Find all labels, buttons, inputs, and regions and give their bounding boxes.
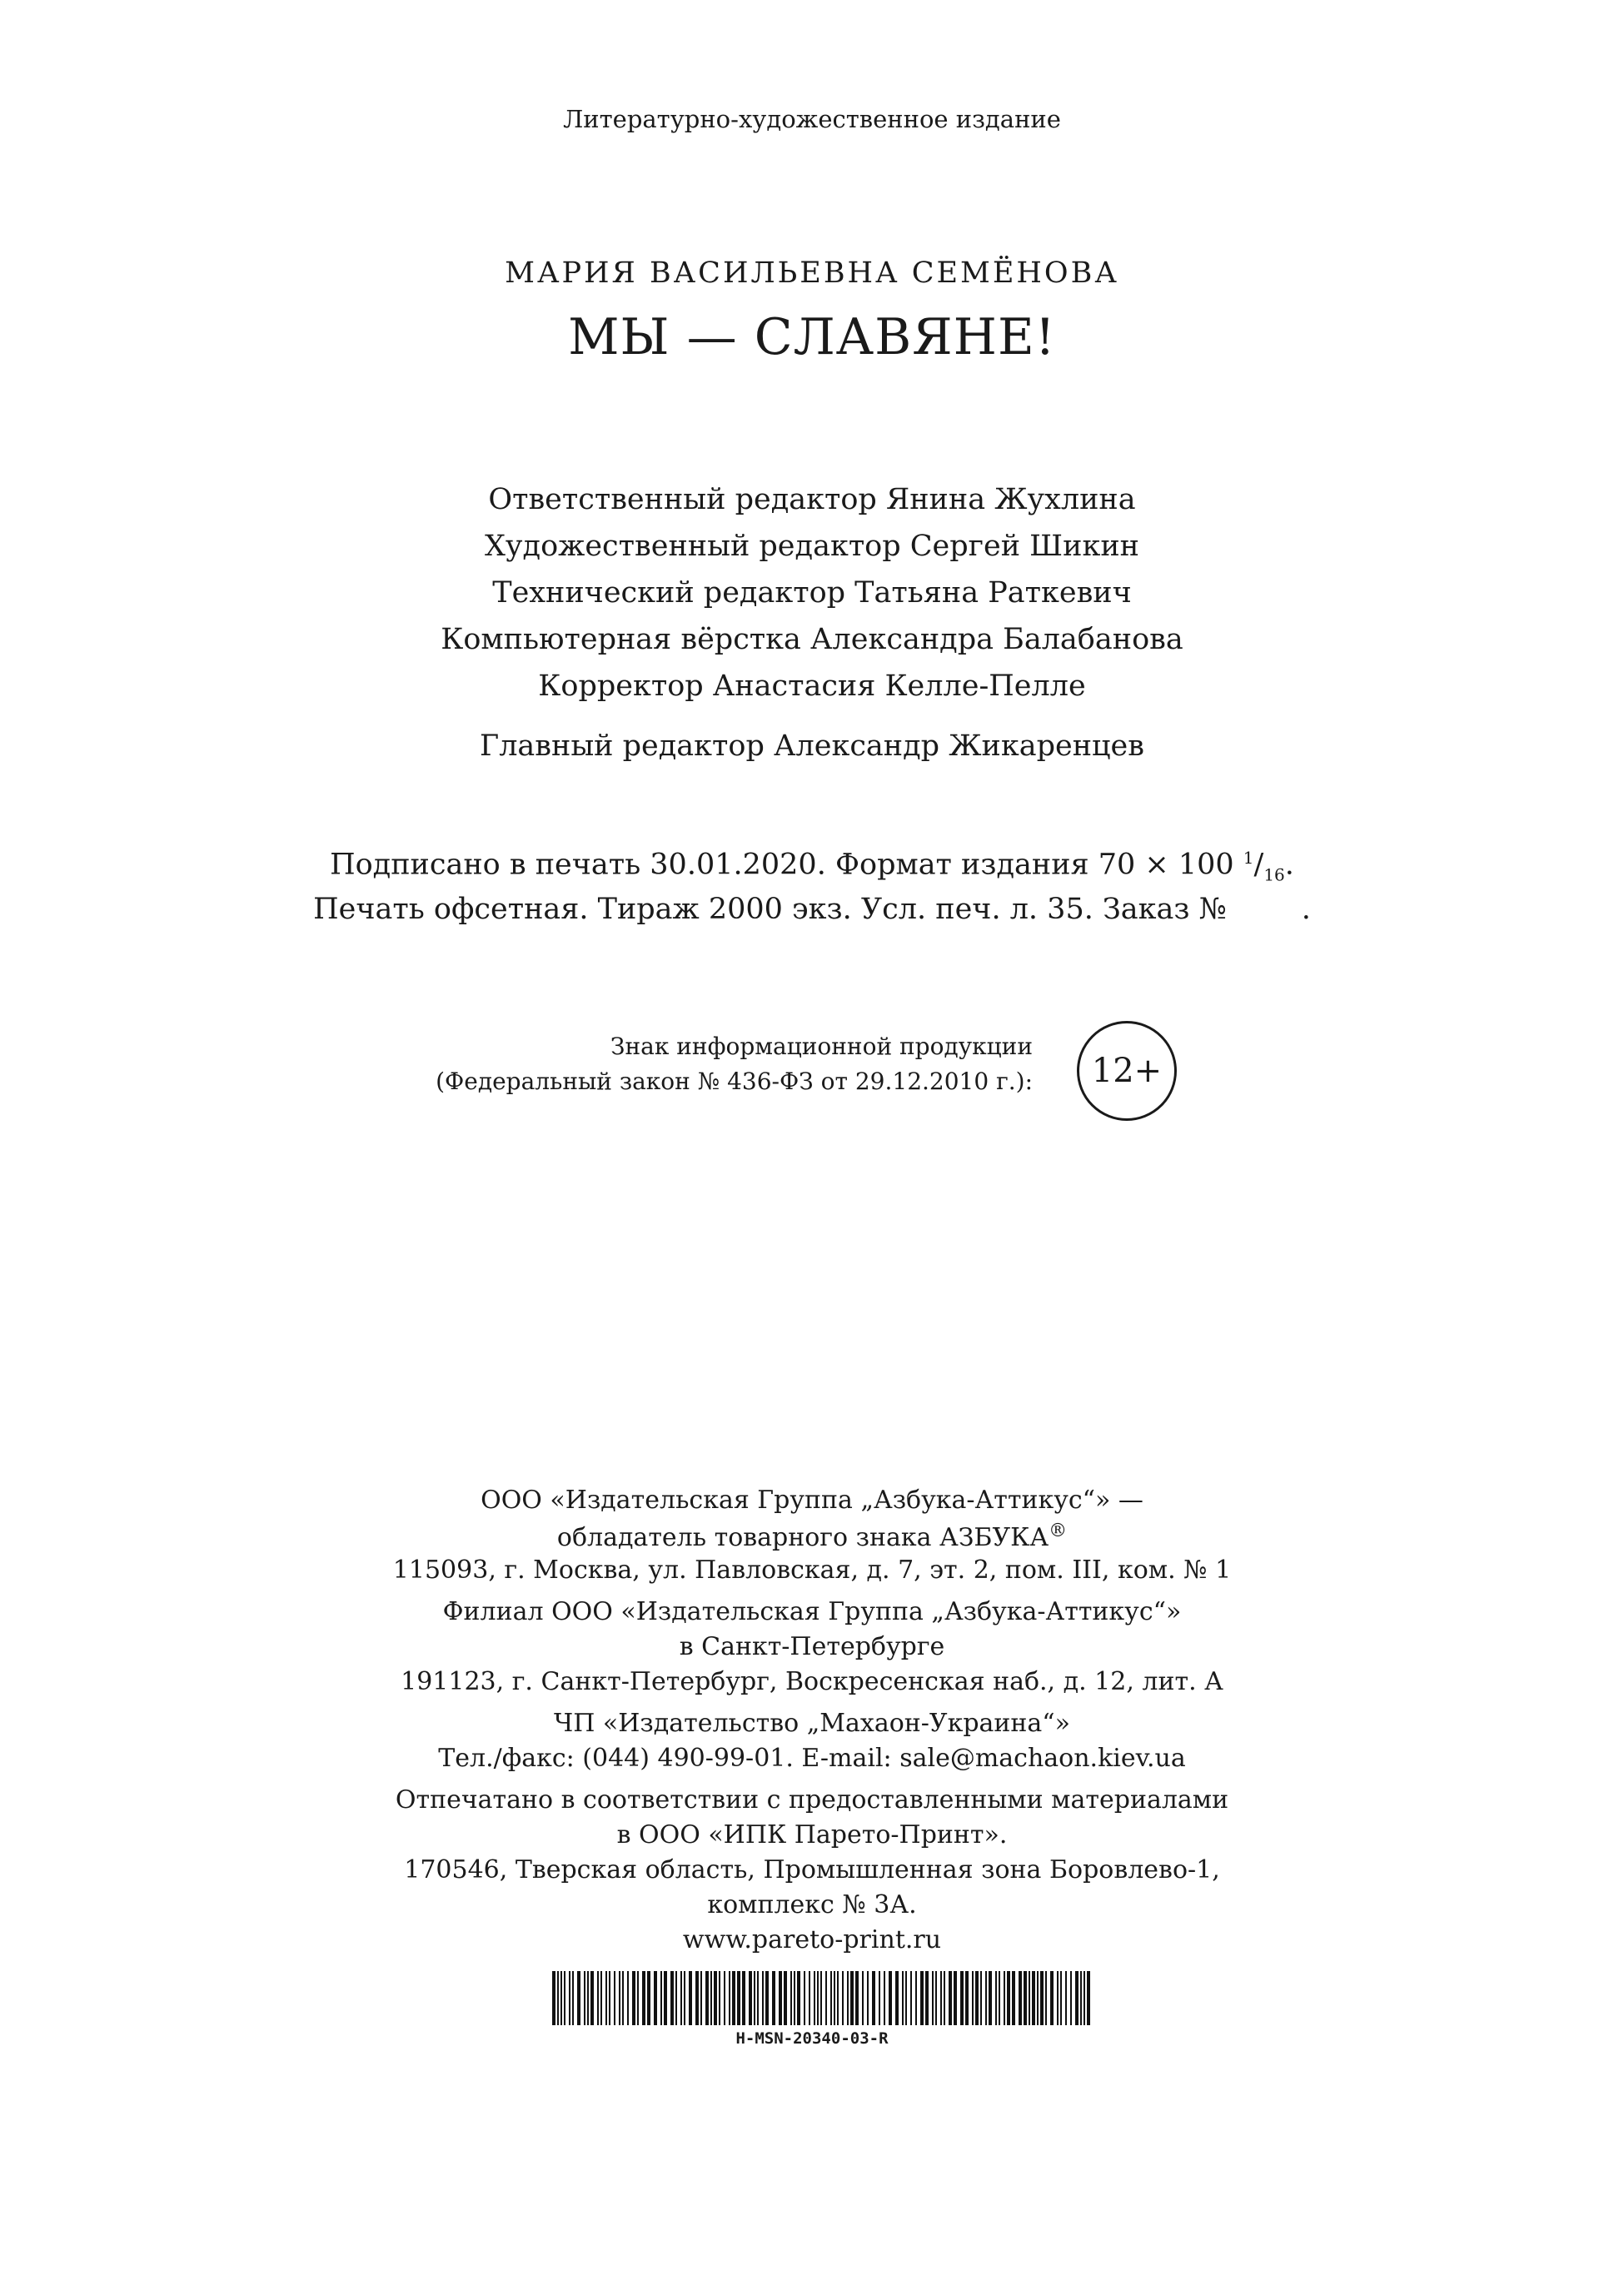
barcode-bar [797, 1971, 800, 2025]
barcode-bar [902, 1971, 904, 2025]
barcode-bar [1087, 1971, 1090, 2025]
barcode-bar [619, 1971, 620, 2025]
barcode-bar [925, 1971, 929, 2025]
barcode-bar [572, 1971, 574, 2025]
barcode-bar [842, 1971, 844, 2025]
barcode-bar [689, 1971, 692, 2025]
barcode-bar [654, 1971, 657, 2025]
barcode-bar [695, 1971, 699, 2025]
publisher-line: комплекс № 3А. [707, 1890, 917, 1919]
barcode-bar [600, 1971, 602, 2025]
barcode-bar [855, 1971, 859, 2025]
barcode-bar [714, 1971, 717, 2025]
publisher-line: 191123, г. Санкт-Петербург, Воскресенская наб., д. 12, лит. А [401, 1667, 1223, 1696]
barcode-bar [949, 1971, 952, 2025]
barcode-bar [1007, 1971, 1010, 2025]
barcode-bar [660, 1971, 662, 2025]
barcode-bar [605, 1971, 607, 2025]
barcode-bar [765, 1971, 769, 2025]
book-title: МЫ — СЛАВЯНЕ! [568, 308, 1056, 366]
barcode-bar [940, 1971, 942, 2025]
barcode-bar [872, 1971, 875, 2025]
barcode-bar [809, 1971, 810, 2025]
barcode-bar [1012, 1971, 1015, 2025]
barcode-bar [680, 1971, 682, 2025]
age-rating-text [436, 1029, 1033, 1099]
barcode-bar [719, 1971, 720, 2025]
publisher-line: в ООО «ИПК Парето-Принт». [616, 1820, 1008, 1849]
barcode-bar [729, 1971, 730, 2025]
barcode-bar [632, 1971, 635, 2025]
barcode-bar [560, 1971, 562, 2025]
barcode-bar [1004, 1971, 1005, 2025]
barcode-bar [889, 1971, 892, 2025]
publisher-line: Филиал ООО «Издательская Группа „Азбука-Аттикус“» [442, 1597, 1182, 1626]
credit-responsible-editor: Ответственный редактор Янина Жухлина [488, 483, 1136, 516]
barcode-bar [1050, 1971, 1054, 2025]
barcode-bar [879, 1971, 880, 2025]
barcode-bar [552, 1971, 555, 2025]
barcode-bar [830, 1971, 832, 2025]
barcode-bar [577, 1971, 580, 2025]
barcode-bar [985, 1971, 987, 2025]
barcode-bar [647, 1971, 650, 2025]
barcode-bar [684, 1971, 685, 2025]
barcode [552, 1971, 1093, 2025]
barcode-bar [622, 1971, 624, 2025]
barcode-bar [932, 1971, 934, 2025]
barcode-bar [1032, 1971, 1035, 2025]
age-rating-badge: 12+ [1077, 1021, 1177, 1121]
barcode-bar [705, 1971, 709, 2025]
barcode-bar [820, 1971, 822, 2025]
author-name: МАРИЯ ВАСИЛЬЕВНА СЕМЁНОВА [505, 256, 1119, 290]
barcode-bar [564, 1971, 565, 2025]
barcode-bar [1080, 1971, 1082, 2025]
barcode-bar [749, 1971, 752, 2025]
barcode-number: H-MSN-20340-03-R [735, 2029, 889, 2048]
barcode-bar [670, 1971, 674, 2025]
barcode-bar [804, 1971, 805, 2025]
imprint-print-date-format: Подписано в печать 30.01.2020. Формат издания 70 × 100 [330, 848, 1243, 882]
barcode-bar [597, 1971, 599, 2025]
credit-layout: Компьютерная вёрстка Александра Балабанова [441, 623, 1183, 656]
credit-proofreader: Корректор Анастасия Келле-Пелле [538, 670, 1086, 703]
barcode-bar [884, 1971, 885, 2025]
barcode-bar [999, 1971, 1000, 2025]
publisher-line: Тел./факс: (044) 490-99-01. E-mail: sale@machaon.kiev.ua [438, 1744, 1186, 1773]
credit-chief-editor: Главный редактор Александр Жикаренцев [480, 729, 1144, 763]
barcode-bar [954, 1971, 957, 2025]
credit-technical-editor: Технический редактор Татьяна Раткевич [492, 576, 1132, 610]
barcode-bar [1070, 1971, 1072, 2025]
genre-label: Литературно-художественное издание [563, 105, 1061, 133]
publisher-line: ЧП «Издательство „Махаон-Украина“» [554, 1709, 1070, 1738]
barcode-bar [794, 1971, 795, 2025]
barcode-bar [732, 1971, 735, 2025]
publisher-line: 170546, Тверская область, Промышленная зона Боровлево-1, [404, 1855, 1220, 1884]
imprint-line-1: Подписано в печать 30.01.2020. Формат издания 70 × 100 $^1/_{16}$. [330, 848, 1294, 885]
barcode-bar [642, 1971, 645, 2025]
barcode-bar [965, 1971, 969, 2025]
barcode-bar [614, 1971, 615, 2025]
barcode-bar [834, 1971, 835, 2025]
fraction-numerator: 1 [1243, 848, 1254, 868]
barcode-bar [847, 1971, 849, 2025]
publisher-line: обладатель товарного знака АЗБУКА® [556, 1521, 1068, 1552]
barcode-bar [1083, 1971, 1085, 2025]
barcode-bar [587, 1971, 589, 2025]
barcode-bar [742, 1971, 745, 2025]
barcode-bar [850, 1971, 854, 2025]
barcode-bar [762, 1971, 764, 2025]
barcode-bar [724, 1971, 725, 2025]
age-rating-label: Знак информационной продукции [610, 1033, 1033, 1060]
barcode-bar [779, 1971, 782, 2025]
barcode-bar [935, 1971, 937, 2025]
barcode-bar [975, 1971, 979, 2025]
barcode-bar [675, 1971, 677, 2025]
imprint-print-details: Печать офсетная. Тираж 2000 экз. Усл. печ. л. 35. Заказ № [313, 893, 1227, 926]
fraction-denominator: 16 [1263, 864, 1285, 885]
barcode-bar [569, 1971, 570, 2025]
barcode-bar [590, 1971, 594, 2025]
barcode-bar [1029, 1971, 1030, 2025]
barcode-bar [1057, 1971, 1059, 2025]
barcode-bar [1065, 1971, 1067, 2025]
barcode-bar [664, 1971, 667, 2025]
barcode-bar [960, 1971, 964, 2025]
barcode-bar [784, 1971, 787, 2025]
credit-art-editor: Художественный редактор Сергей Шикин [485, 530, 1139, 563]
barcode-bar [920, 1971, 924, 2025]
barcode-bar [754, 1971, 755, 2025]
barcode-bar [790, 1971, 792, 2025]
barcode-bar [757, 1971, 759, 2025]
barcode-bar [944, 1971, 945, 2025]
barcode-bar [825, 1971, 827, 2025]
barcode-bar [837, 1971, 839, 2025]
barcode-bar [637, 1971, 639, 2025]
barcode-bar [1037, 1971, 1039, 2025]
barcode-bar [895, 1971, 899, 2025]
barcode-bar [557, 1971, 559, 2025]
barcode-bar [1024, 1971, 1027, 2025]
barcode-bar [710, 1971, 712, 2025]
imprint-line-2: Печать офсетная. Тираж 2000 экз. Усл. печ. л. 35. Заказ № . [313, 893, 1311, 926]
barcode-bar [915, 1971, 917, 2025]
barcode-bar [995, 1971, 997, 2025]
publisher-line: ООО «Издательская Группа „Азбука-Аттикус“» — [481, 1486, 1143, 1515]
barcode-bar [627, 1971, 629, 2025]
barcode-bar [972, 1971, 974, 2025]
barcode-bar [980, 1971, 982, 2025]
barcode-bar [1019, 1971, 1022, 2025]
barcode-bar [989, 1971, 992, 2025]
publisher-line: 115093, г. Москва, ул. Павловская, д. 7, эт. 2, пом. III, ком. № 1 [392, 1556, 1232, 1585]
barcode-bar [814, 1971, 815, 2025]
barcode-bar [1060, 1971, 1062, 2025]
barcode-bar [862, 1971, 864, 2025]
publisher-line: в Санкт-Петербурге [679, 1632, 945, 1661]
barcode-bar [700, 1971, 702, 2025]
age-rating-law: (Федеральный закон № 436-ФЗ от 29.12.2010 г.): [436, 1068, 1033, 1095]
barcode-bar [737, 1971, 740, 2025]
barcode-bar [905, 1971, 907, 2025]
barcode-bar [1040, 1971, 1044, 2025]
barcode-bar [910, 1971, 912, 2025]
publisher-line: www.pareto-print.ru [682, 1925, 942, 1954]
barcode-bar [609, 1971, 610, 2025]
barcode-bar [817, 1971, 819, 2025]
barcode-bar [867, 1971, 869, 2025]
barcode-bar [584, 1971, 585, 2025]
registered-trademark-icon: ® [1049, 1521, 1068, 1541]
publisher-line: Отпечатано в соответствии с предоставленными материалами [395, 1785, 1229, 1815]
barcode-bar [772, 1971, 775, 2025]
barcode-bar [1045, 1971, 1047, 2025]
barcode-bar [1075, 1971, 1079, 2025]
